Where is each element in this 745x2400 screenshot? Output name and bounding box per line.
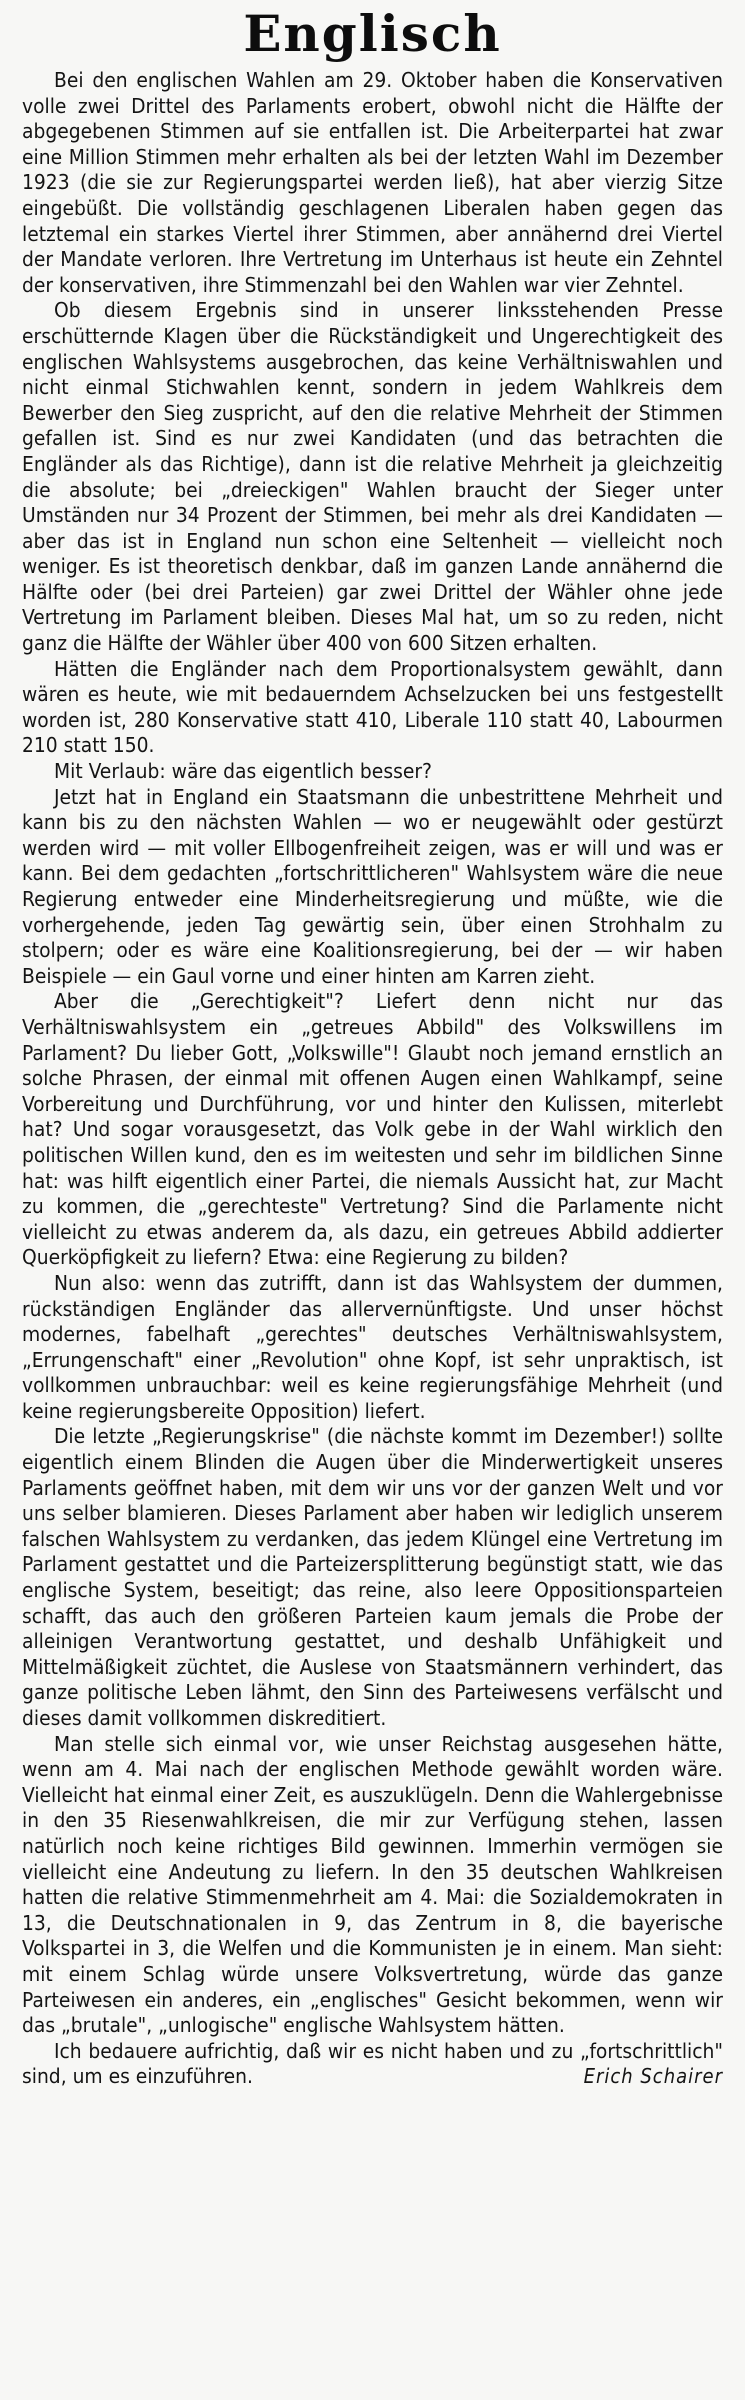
article-paragraph: Bei den englischen Wahlen am 29. Oktober haben die Konservativen volle zwei Drittel des Parlaments erobert, obwohl nicht die Hälfte der abgegebenen Stimmen auf sie entfallen ist. Die Arbeiterpartei hat zwar eine Million Stimmen mehr erhalten als bei der letzten Wahl im Dezember 1923 (die sie zur Regierungspartei werden ließ), hat aber vierzig Sitze eingebüßt. Die vollständig geschlagenen Liberalen haben gegen das letztemal ein starkes Viertel ihrer Stimmen, aber annähernd drei Viertel der Mandate verloren. Ihre Vertretung im Unterhaus ist heute ein Zehntel der konservativen, ihre Stimmenzahl bei den Wahlen war vier Zehntel. [22,68,723,297]
article-title: Englisch [243,4,502,63]
article-paragraph: Jetzt hat in England ein Staatsmann die unbestrittene Mehrheit und kann bis zu den nächsten Wahlen — wo er neugewählt oder gestürzt werden wird — mit voller Ellbogenfreiheit zeigen, was er will und was er kann. Bei dem gedachten „fortschrittlicheren" Wahlsystem wäre die neue Regierung entweder eine Minderheitsregierung und müßte, wie die vorhergehende, jeden Tag gewärtig sein, über einen Strohhalm zu stolpern; oder es wäre eine Koalitionsregierung, bei der — wir haben Beispiele — ein Gaul vorne und einer hinten am Karren zieht. [22,784,723,988]
article-paragraph: Mit Verlaub: wäre das eigentlich besser? [54,759,432,784]
article-paragraph: Aber die „Gerechtigkeit"? Liefert denn nicht nur das Verhältniswahlsystem ein „getreues Abbild" des Volkswillens im Parlament? Du lieber Gott, „Volkswille"! Glaubt noch jemand ernstlich an solche Phrasen, der einmal mit offenen Augen einen Wahlkampf, seine Vorbereitung und Durchführung, vor und hinter den Kulissen, miterlebt hat? Und sogar vorausgesetzt, das Volk gebe in der Wahl wirklich den politischen Willen kund, den es im weitesten und sehr im bildlichen Sinne hat: was hilft eigentlich einer Partei, die niemals Aussicht hat, zur Macht zu kommen, die „gerechteste" Vertretung? Sind die Parlamente nicht vielleicht zu etwas anderem da, als dazu, ein getreues Abbild addierter Querköpfigkeit zu liefern? Etwa: eine Regierung zu bilden? [22,989,723,1270]
article-paragraph: Man stelle sich einmal vor, wie unser Reichstag ausgesehen hätte, wenn am 4. Mai nach der englischen Methode gewählt worden wäre. Vielleicht hat einmal einer Zeit, es auszuklügeln. Denn die Wahlergebnisse in den 35 Riesenwahlkreisen, die mir zur Verfügung stehen, lassen natürlich noch keine richtiges Bild gewinnen. Immerhin vermögen sie vielleicht eine Andeutung zu liefern. In den 35 deutschen Wahlkreisen hatten die relative Stimmenmehrheit am 4. Mai: die Sozialdemokraten in 13, die Deutschnationalen in 9, das Zentrum in 8, die bayerische Volkspartei in 3, die Welfen und die Kommunisten je in einem. Man sieht: mit einem Schlag würde unsere Volksvertretung, würde das ganze Parteiwesen ein anderes, ein „englisches" Gesicht bekommen, wenn wir das „brutale", „unlogische" englische Wahlsystem hätten. [22,1731,723,2038]
article-body [22,68,723,2090]
author-signature: Erich Schairer [583,2064,723,2089]
article-paragraph: Die letzte „Regierungskrise" (die nächste kommt im Dezember!) sollte eigentlich einem Blinden die Augen über die Minderwertigkeit unseres Parlaments geöffnet haben, mit dem wir uns vor der ganzen Welt und vor uns selber blamieren. Dieses Parlament aber haben wir lediglich unserem falschen Wahlsystem zu verdanken, das jedem Klüngel eine Vertretung im Parlament gestattet und die Parteizersplitterung begünstigt statt, wie das englische System, beseitigt; das reine, also leere Oppositionsparteien schafft, das auch den größeren Parteien kaum jemals die Probe der alleinigen Verantwortung gestattet, und deshalb Unfähigkeit und Mittelmäßigkeit züchtet, die Auslese von Staatsmännern verhindert, das ganze politische Leben lähmt, den Sinn des Parteiwesens verfälscht und dieses damit vollkommen diskreditiert. [22,1424,723,1730]
article-paragraph: Ob diesem Ergebnis sind in unserer linksstehenden Presse erschütternde Klagen über die Rückständigkeit und Ungerechtigkeit des englischen Wahlsystems ausgebrochen, das keine Verhältniswahlen und nicht einmal Stichwahlen kennt, sondern in jedem Wahlkreis dem Bewerber den Sieg zuspricht, auf den die relative Mehrheit der Stimmen gefallen ist. Sind es nur zwei Kandidaten (und das betrachten die Engländer als das Richtige), dann ist die relative Mehrheit ja gleichzeitig die absolute; bei „dreieckigen" Wahlen braucht der Sieger unter Umständen nur 34 Prozent der Stimmen, bei mehr als drei Kandidaten — aber das ist in England nun schon eine Seltenheit — vielleicht noch weniger. Es ist theoretisch denkbar, daß im ganzen Lande annähernd die Hälfte oder (bei drei Parteien) gar zwei Drittel der Wähler ohne jede Vertretung im Parlament bleiben. Dieses Mal hat, um so zu reden, nicht ganz die Hälfte der Wähler über 400 von 600 Sitzen erhalten. [22,298,723,656]
article-paragraph: Hätten die Engländer nach dem Proportionalsystem gewählt, dann wären es heute, wie mit bedauerndem Achselzucken bei uns festgestellt worden ist, 280 Konservative statt 410, Liberale 110 statt 40, Labourmen 210 statt 150. [22,656,723,758]
article-paragraph: Ich bedauere aufrichtig, daß wir es nicht haben und zu „fortschrittlich" sind, um es einzuführen. [22,2038,723,2089]
article-paragraph: Nun also: wenn das zutrifft, dann ist das Wahlsystem der dummen, rückständigen Engländer das allervernünftigste. Und unser höchst modernes, fabelhaft „gerechtes" deutsches Verhältniswahlsystem, „Errungenschaft" einer „Revolution" ohne Kopf, ist sehr unpraktisch, ist vollkommen unbrauchbar: weil es keine regierungsfähige Mehrheit (und keine regierungsbereite Opposition) liefert. [22,1270,723,1423]
